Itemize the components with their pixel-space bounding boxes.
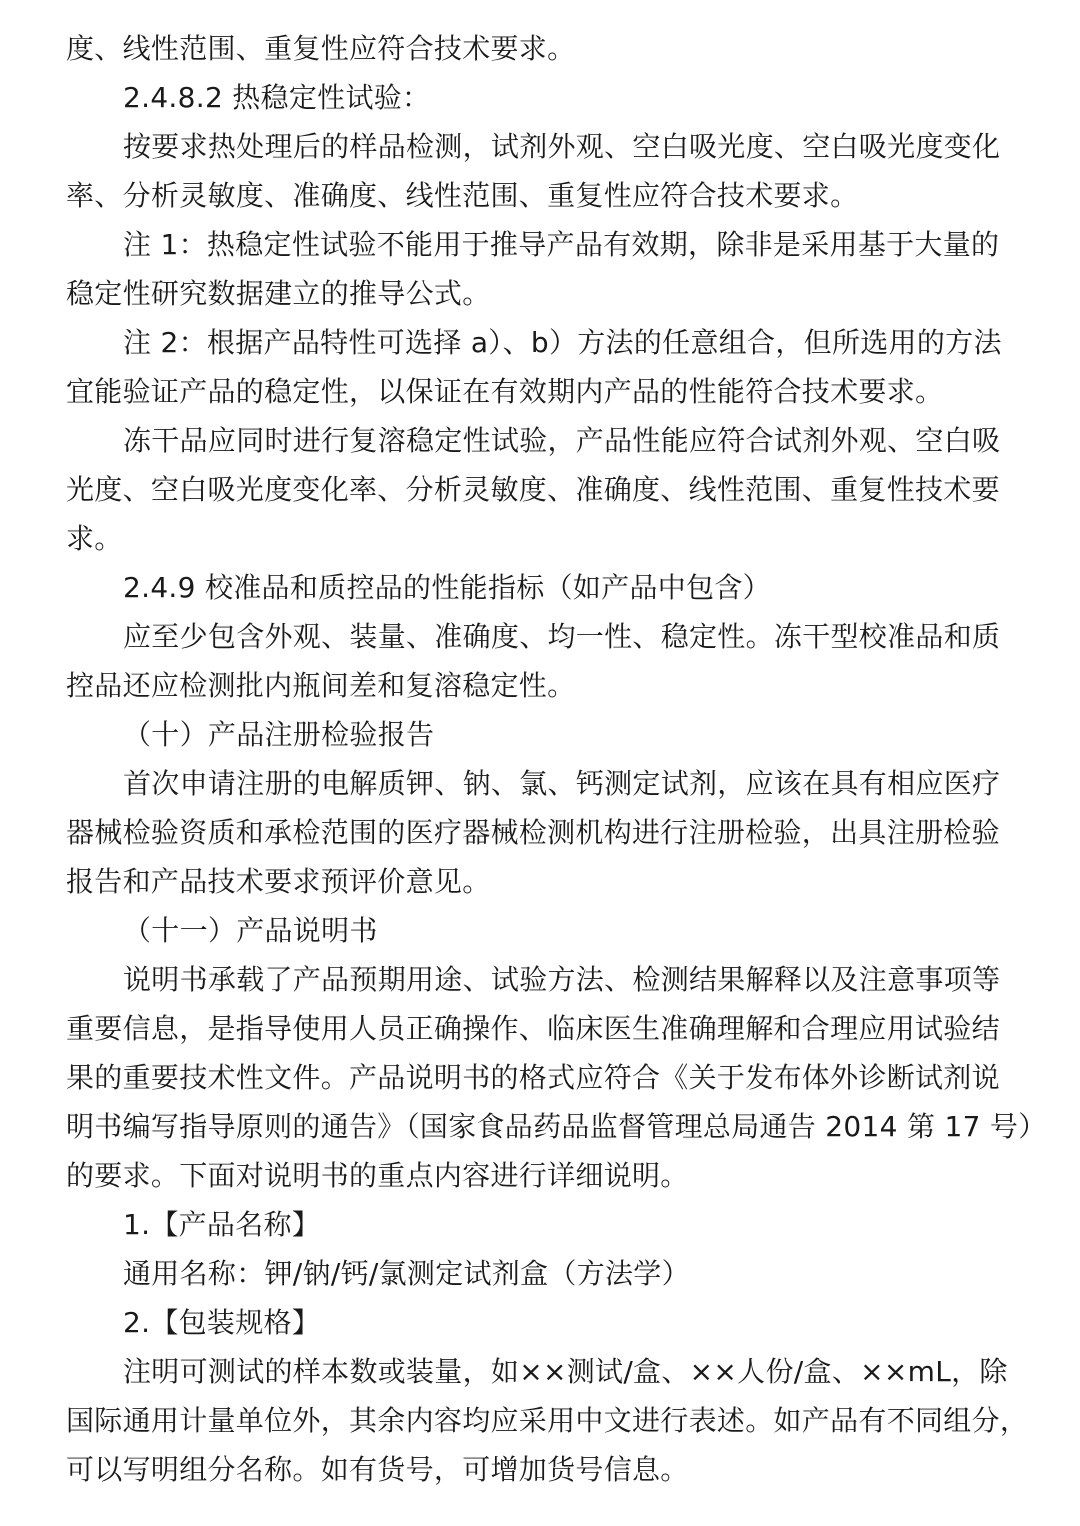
text-line-2: 2.4.8.2 热稳定性试验：	[123, 81, 431, 114]
text-line-20: 说明书承载了产品预期用途、试验方法、检测结果解释以及注意事项等	[123, 963, 1001, 996]
text-line-30: 可以写明组分名称。如有货号，可增加货号信息。	[66, 1453, 689, 1486]
text-line-22: 果的重要技术性文件。产品说明书的格式应符合《关于发布体外诊断试剂说	[66, 1061, 1000, 1094]
text-line-7: 注 2：根据产品特性可选择 a）、b）方法的任意组合，但所选用的方法	[123, 326, 1002, 359]
text-line-9: 冻干品应同时进行复溶稳定性试验，产品性能应符合试剂外观、空白吸	[123, 424, 1001, 457]
text-line-26: 通用名称：钾/钠/钙/氯测定试剂盒（方法学）	[123, 1257, 690, 1290]
text-line-5: 注 1：热稳定性试验不能用于推导产品有效期，除非是采用基于大量的	[123, 228, 1000, 261]
text-line-6: 稳定性研究数据建立的推导公式。	[66, 277, 491, 310]
text-line-8: 宜能验证产品的稳定性，以保证在有效期内产品的性能符合技术要求。	[66, 375, 944, 408]
text-line-13: 应至少包含外观、装量、准确度、均一性、稳定性。冻干型校准品和质	[123, 620, 1001, 653]
text-line-17: 器械检验资质和承检范围的医疗器械检测机构进行注册检验，出具注册检验	[66, 816, 1000, 849]
subheading-product-name: 1.【产品名称】	[123, 1208, 321, 1241]
text-line-16: 首次申请注册的电解质钾、钠、氯、钙测定试剂，应该在具有相应医疗	[123, 767, 1001, 800]
text-line-28: 注明可测试的样本数或装量，如××测试/盒、××人份/盒、××mL，除	[123, 1355, 1008, 1388]
section-heading-11: （十一）产品说明书	[123, 914, 378, 947]
text-line-29: 国际通用计量单位外，其余内容均应采用中文进行表述。如产品有不同组分，	[66, 1404, 1029, 1437]
section-heading-10: （十）产品注册检验报告	[123, 718, 435, 751]
text-line-21: 重要信息，是指导使用人员正确操作、临床医生准确理解和合理应用试验结	[66, 1012, 1000, 1045]
text-line-10: 光度、空白吸光度变化率、分析灵敏度、准确度、线性范围、重复性技术要	[66, 473, 1000, 506]
text-line-12: 2.4.9 校准品和质控品的性能指标（如产品中包含）	[123, 571, 771, 604]
text-line-4: 率、分析灵敏度、准确度、线性范围、重复性应符合技术要求。	[66, 179, 859, 212]
text-line-11: 求。	[66, 522, 123, 555]
subheading-package-spec: 2.【包装规格】	[123, 1306, 321, 1339]
text-line-3: 按要求热处理后的样品检测，试剂外观、空白吸光度、空白吸光度变化	[123, 130, 1001, 163]
text-line-23: 明书编写指导原则的通告》（国家食品药品监督管理总局通告 2014 第 17 号）	[66, 1110, 1047, 1143]
text-line-1: 度、线性范围、重复性应符合技术要求。	[66, 32, 576, 65]
text-line-18: 报告和产品技术要求预评价意见。	[66, 865, 491, 898]
text-line-14: 控品还应检测批内瓶间差和复溶稳定性。	[66, 669, 576, 702]
text-line-24: 的要求。下面对说明书的重点内容进行详细说明。	[66, 1159, 689, 1192]
